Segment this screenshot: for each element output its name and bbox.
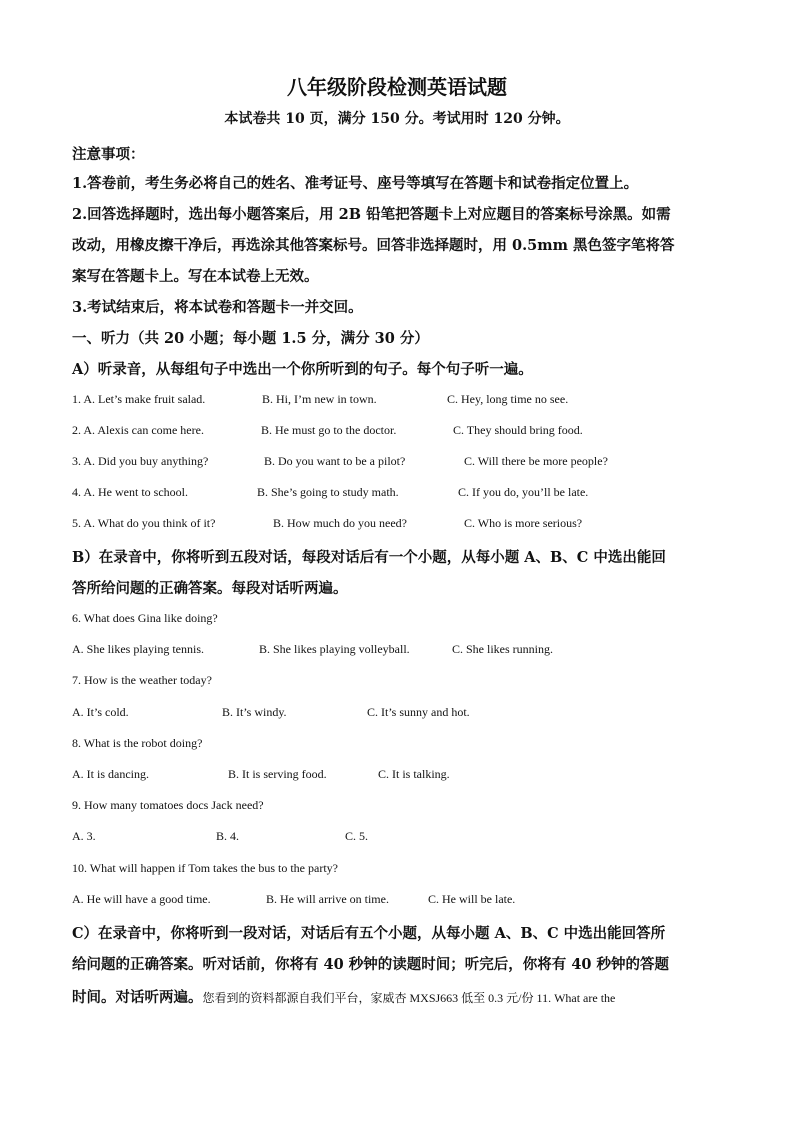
question-text: 8. What is the robot doing? — [72, 736, 203, 750]
part1-heading: 一、听力（共 20 小题；每小题 1.5 分，满分 30 分） — [72, 330, 429, 347]
page-title: 八年级阶段检测英语试题 — [287, 75, 507, 99]
section-c-instruction-line-2: 给问题的正确答案。听对话前，你将有 40 秒钟的读题时间；听完后，你将有 40 秒钟的答题 — [72, 956, 670, 973]
section-a-instruction: A）听录音，从每组句子中选出一个你所听到的句子。每个句子听一遍。 — [72, 361, 533, 378]
note-item-3: 3.考试结束后，将本试卷和答题卡一并交回。 — [72, 299, 363, 316]
option-c: C. It’s sunny and hot. — [367, 705, 470, 719]
option-c: C. 5. — [345, 829, 369, 843]
option-c: C. He will be late. — [428, 892, 516, 906]
option-b: B. He must go to the doctor. — [261, 423, 397, 437]
exam-info: 本试卷共 10 页，满分 150 分。考试用时 120 分钟。 — [224, 111, 570, 127]
section-b-instruction-line-2: 答所给问题的正确答案。每段对话听两遍。 — [72, 580, 348, 597]
option-a: A. He will have a good time. — [72, 892, 211, 906]
option-c: C. If you do, you’ll be late. — [458, 485, 589, 499]
option-b: B. She’s going to study math. — [257, 485, 399, 499]
option-c: C. Will there be more people? — [464, 454, 608, 468]
option-b: B. 4. — [216, 829, 240, 843]
option-a: A. It is dancing. — [72, 767, 149, 781]
section-c-instruction-line-3 — [72, 986, 615, 1007]
question-text: 9. How many tomatoes docs Jack need? — [72, 798, 264, 812]
option-a: A. 3. — [72, 829, 96, 843]
option-a: 4. A. He went to school. — [72, 485, 188, 499]
option-a: 1. A. Let’s make fruit salad. — [72, 392, 206, 406]
option-b: B. She likes playing volleyball. — [259, 642, 410, 656]
option-c: C. It is talking. — [378, 767, 450, 781]
option-b: B. Do you want to be a pilot? — [264, 454, 406, 468]
note-item-1: 1.答卷前，考生务必将自己的姓名、准考证号、座号等填写在答题卡和试卷指定位置上。 — [72, 175, 639, 192]
notes-heading: 注意事项： — [72, 146, 145, 163]
section-c-instruction-line-1: C）在录音中，你将听到一段对话，对话后有五个小题，从每小题 A、B、C 中选出能回答所 — [72, 925, 666, 942]
question-text: 7. How is the weather today? — [72, 673, 212, 687]
section-b-instruction-line-1: B）在录音中，你将听到五段对话，每段对话后有一个小题，从每小题 A、B、C 中选出能回 — [72, 549, 666, 566]
note-item-2-line-2: 改动，用橡皮擦干净后，再选涂其他答案标号。回答非选择题时，用 0.5mm 黑色签字笔将答 — [72, 237, 675, 254]
option-b: B. It is serving food. — [228, 767, 327, 781]
question-text: 10. What will happen if Tom takes the bus to the party? — [72, 861, 338, 875]
option-c: C. Hey, long time no see. — [447, 392, 569, 406]
section-c-instruction-tail: 您看到的资料都源自我们平台，家威杏 MXSJ663 低至 0.3 元/份 11. What are the — [202, 991, 616, 1005]
note-item-2-line-3: 案写在答题卡上。写在本试卷上无效。 — [72, 268, 319, 285]
option-b: B. He will arrive on time. — [266, 892, 389, 906]
option-a: 3. A. Did you buy anything? — [72, 454, 209, 468]
question-text: 6. What does Gina like doing? — [72, 611, 218, 625]
option-a: 5. A. What do you think of it? — [72, 516, 216, 530]
note-item-2-line-1: 2.回答选择题时，选出每小题答案后，用 2B 铅笔把答题卡上对应题目的答案标号涂黑。如需 — [72, 206, 671, 223]
option-a: 2. A. Alexis can come here. — [72, 423, 204, 437]
option-b: B. Hi, I’m new in town. — [262, 392, 377, 406]
option-a: A. She likes playing tennis. — [72, 642, 204, 656]
option-b: B. It’s windy. — [222, 705, 287, 719]
option-c: C. She likes running. — [452, 642, 553, 656]
option-a: A. It’s cold. — [72, 705, 129, 719]
option-c: C. They should bring food. — [453, 423, 583, 437]
option-b: B. How much do you need? — [273, 516, 407, 530]
section-c-instruction-bold: 时间。对话听两遍。 — [72, 989, 203, 1006]
option-c: C. Who is more serious? — [464, 516, 583, 530]
